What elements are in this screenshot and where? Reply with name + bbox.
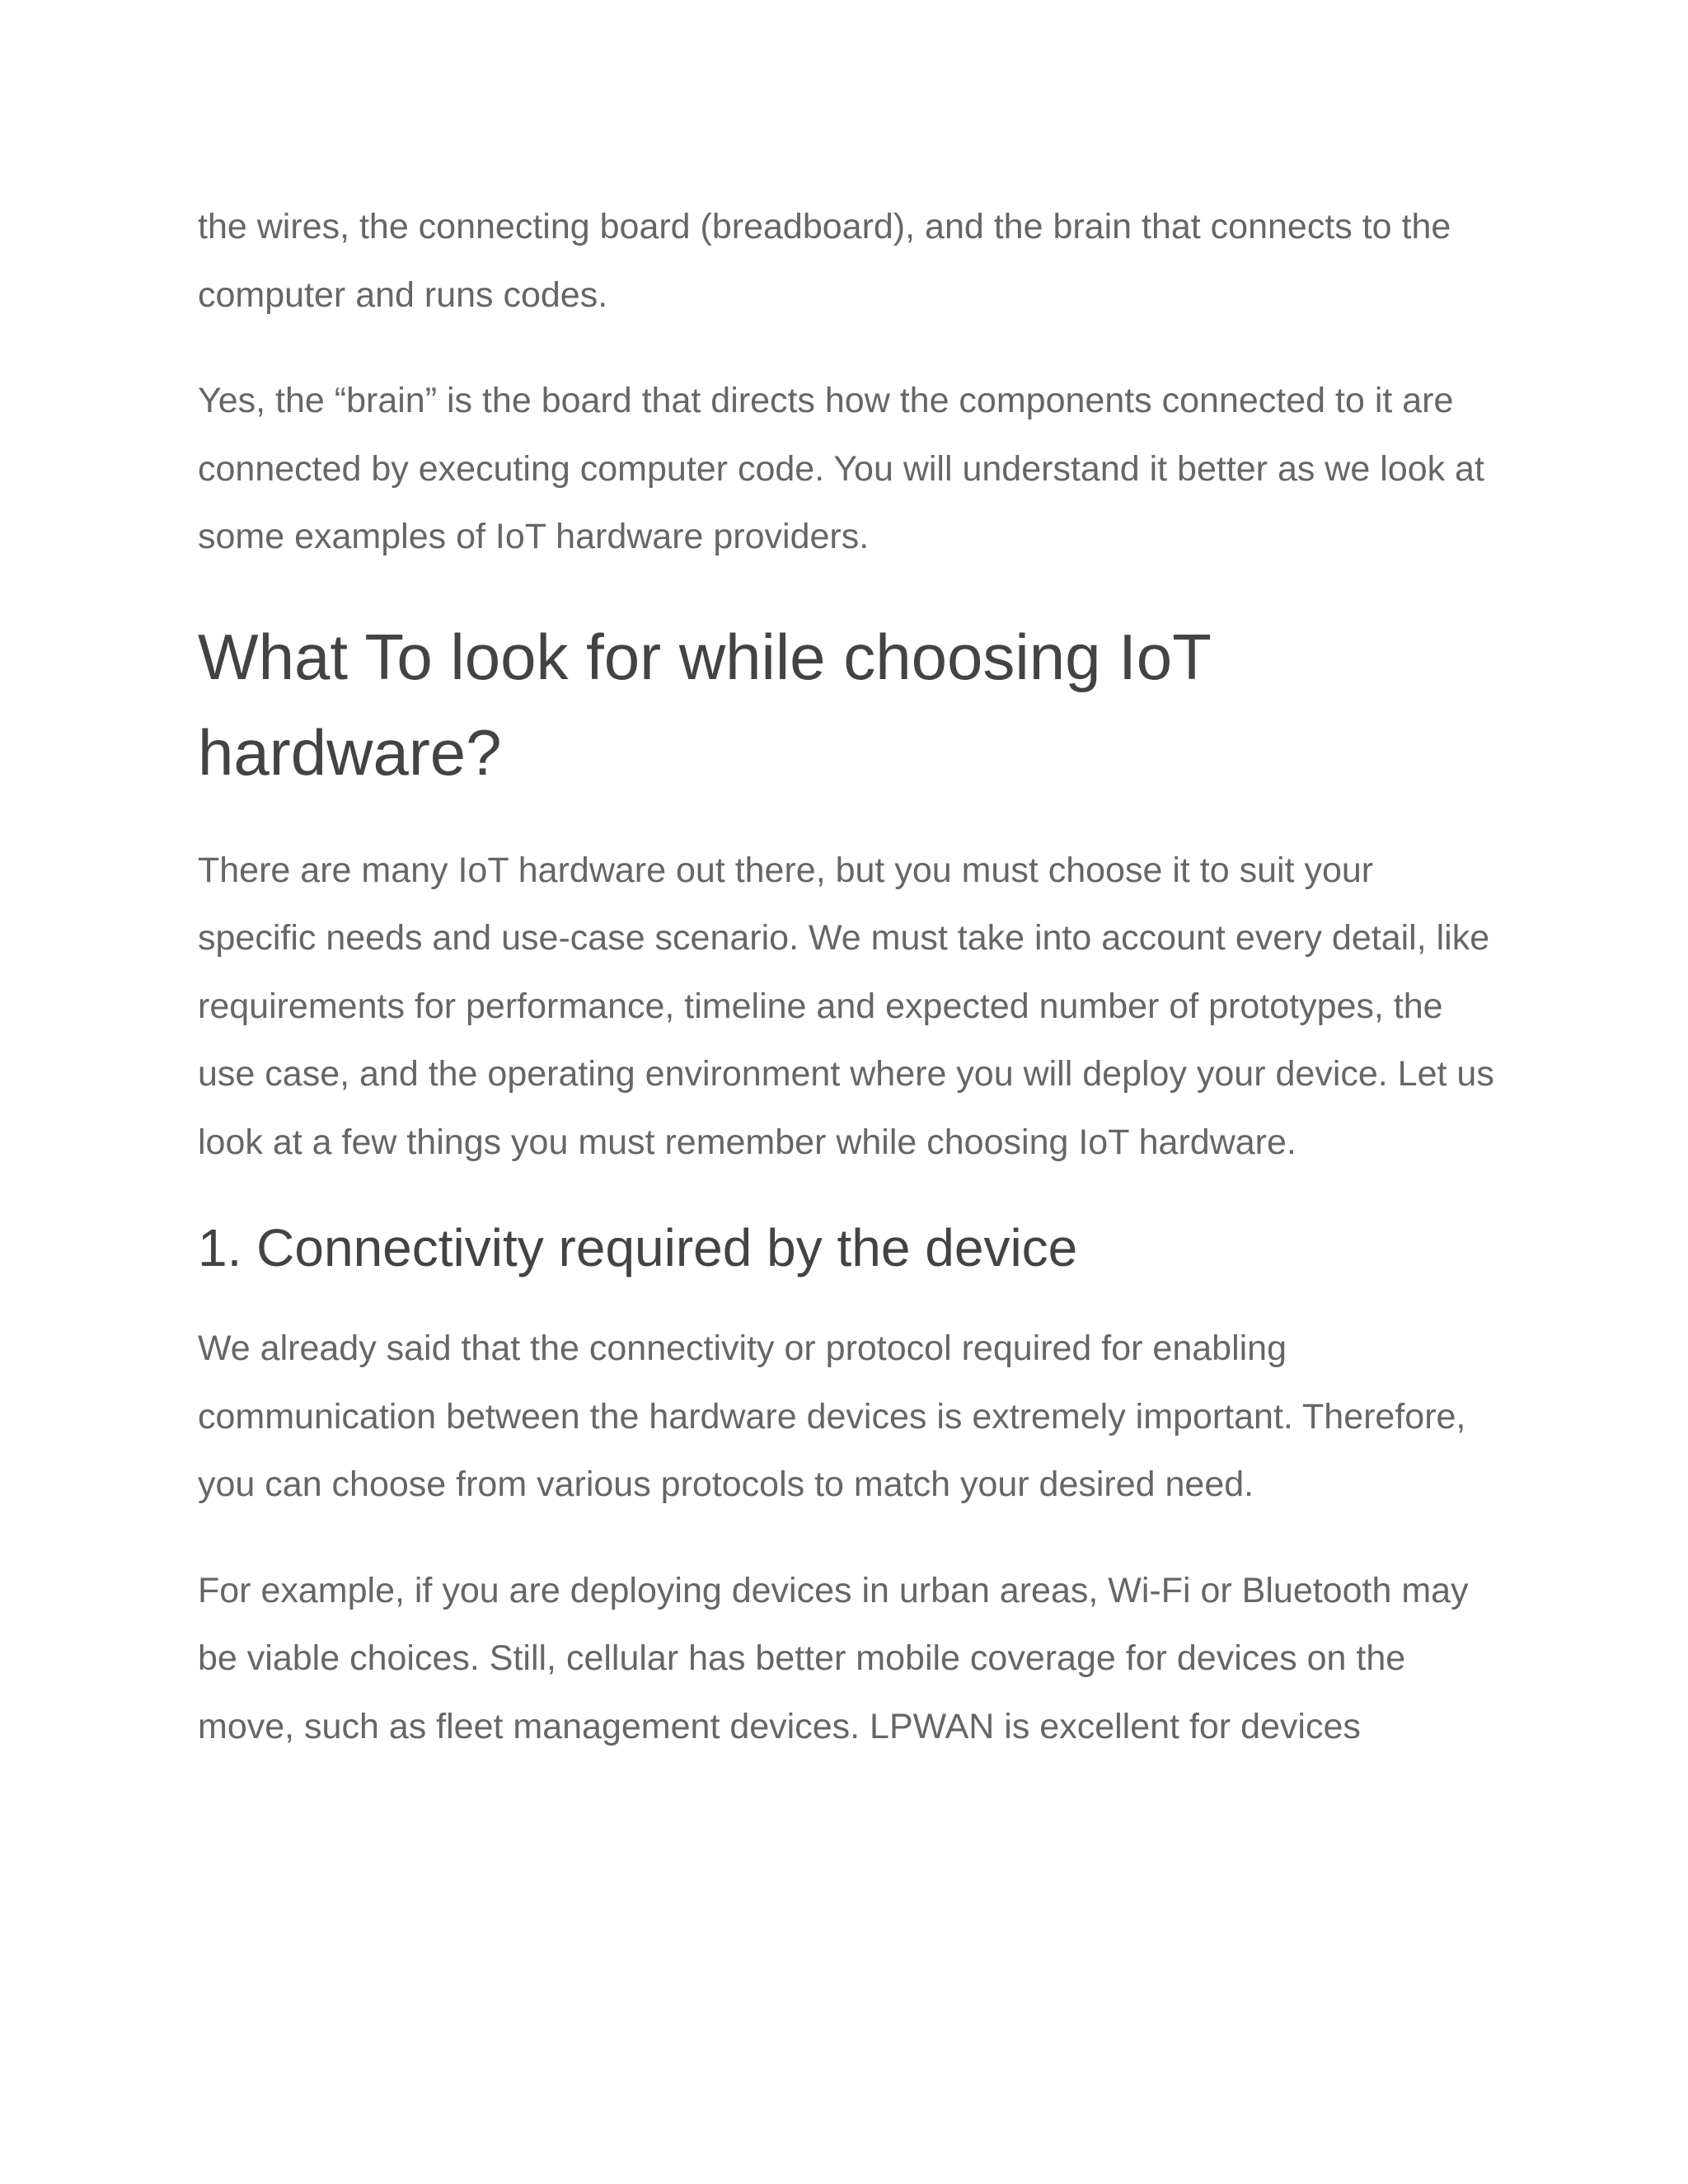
section-heading: What To look for while choosing IoT hardware? <box>198 620 1211 789</box>
paragraph-brain: Yes, the “brain” is the board that directs how the components connected to it are connected by executing computer code. You will understand it better as we look at some examples of IoT hardware providers. <box>198 381 1484 556</box>
paragraph-example: For example, if you are deploying devices in urban areas, Wi-Fi or Bluetooth may be viable choices. Still, cellular has better mobile coverage for devices on the move, such as fleet management devices. LPWAN is excellent for devices <box>198 1570 1469 1746</box>
paragraph-intro-continued: the wires, the connecting board (breadboard), and the brain that connects to the computer and runs codes. <box>198 207 1451 315</box>
paragraph-choosing: There are many IoT hardware out there, but you must choose it to suit your specific needs and use-case scenario. We must take into account every detail, like requirements for performance, timeline and expected number of prototypes, the use case, and the operating environment where you will deploy your device. Let us look at a few things you must remember while choosing IoT hardware. <box>198 850 1494 1162</box>
subsection-heading: 1. Connectivity required by the device <box>198 1218 1078 1277</box>
paragraph-connectivity: We already said that the connectivity or protocol required for enabling communication between the hardware devices is extremely important. Therefore, you can choose from various protocols to match your desired need. <box>198 1329 1466 1504</box>
document-page <box>198 193 1500 1798</box>
